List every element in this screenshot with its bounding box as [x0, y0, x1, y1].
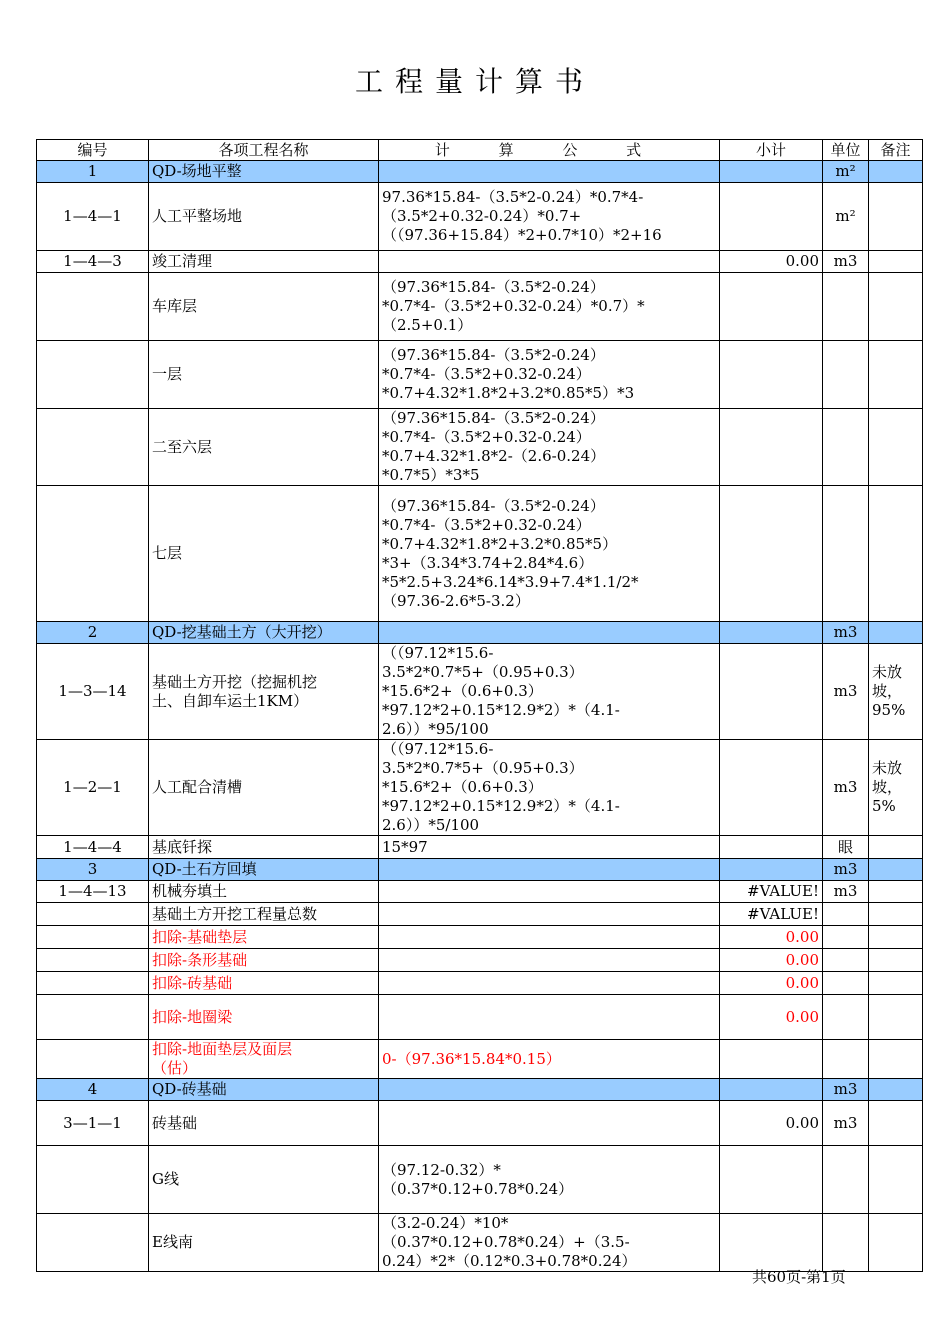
- cell-unit: m3: [823, 622, 869, 644]
- cell-subtotal: #VALUE!: [720, 903, 823, 926]
- cell-code: 1—4—13: [37, 881, 149, 903]
- cell-formula: 0-（97.36*15.84*0.15）: [379, 1040, 720, 1079]
- section-row: [37, 1079, 923, 1101]
- cell-unit: [823, 341, 869, 409]
- cell-formula: （97.36*15.84-（3.5*2-0.24） *0.7*4-（3.5*2+0.32-0.24） *0.7+4.32*1.8*2+3.2*0.85*5） *3+（3.34*3.74+2.84*4.6） *5*2.5+3.24*6.14*3.9+7.4*1.1/2* （97.36-2.6*5-3.2）: [379, 486, 720, 622]
- cell-formula: （（97.12*15.6- 3.5*2*0.7*5+（0.95+0.3） *15.6*2+（0.6+0.3） *97.12*2+0.15*12.9*2）*（4.1- 2.6））*95/100: [379, 644, 720, 740]
- header-name: 各项工程名称: [149, 140, 379, 161]
- cell-name: 人工平整场地: [149, 183, 379, 251]
- cell-note: [869, 949, 923, 972]
- cell-unit: [823, 972, 869, 995]
- cell-code: [37, 1040, 149, 1079]
- cell-note: [869, 409, 923, 486]
- cell-code: 1—2—1: [37, 740, 149, 836]
- cell-unit: m3: [823, 251, 869, 273]
- table-row: [37, 881, 923, 903]
- cell-subtotal: [720, 409, 823, 486]
- cell-name: 车库层: [149, 273, 379, 341]
- cell-note: [869, 622, 923, 644]
- cell-note: [869, 903, 923, 926]
- section-row: [37, 161, 923, 183]
- cell-unit: [823, 1214, 869, 1272]
- cell-formula: [379, 859, 720, 881]
- cell-unit: [823, 1040, 869, 1079]
- table-row: [37, 995, 923, 1040]
- cell-unit: m3: [823, 859, 869, 881]
- cell-note: [869, 251, 923, 273]
- cell-name: 七层: [149, 486, 379, 622]
- header-unit: 单位: [823, 140, 869, 161]
- page-footer: 共60页-第1页: [752, 1268, 846, 1286]
- cell-note: [869, 972, 923, 995]
- cell-unit: [823, 926, 869, 949]
- cell-formula: （（97.12*15.6- 3.5*2*0.7*5+（0.95+0.3） *15.6*2+（0.6+0.3） *97.12*2+0.15*12.9*2）*（4.1- 2.6））*5/100: [379, 740, 720, 836]
- cell-subtotal: 0.00: [720, 926, 823, 949]
- cell-subtotal: [720, 859, 823, 881]
- cell-unit: [823, 409, 869, 486]
- cell-code: [37, 1146, 149, 1214]
- cell-unit: m3: [823, 1079, 869, 1101]
- cell-name: 一层: [149, 341, 379, 409]
- cell-subtotal: [720, 1214, 823, 1272]
- cell-name: QD-挖基础土方（大开挖）: [149, 622, 379, 644]
- table-row: [37, 251, 923, 273]
- table-body: [37, 161, 923, 1272]
- cell-unit: m3: [823, 644, 869, 740]
- cell-formula: （97.12-0.32）* （0.37*0.12+0.78*0.24）: [379, 1146, 720, 1214]
- cell-formula: [379, 903, 720, 926]
- cell-note: [869, 341, 923, 409]
- cell-name: 基础土方开挖工程量总数: [149, 903, 379, 926]
- cell-note: [869, 183, 923, 251]
- cell-note: 未放 坡， 5%: [869, 740, 923, 836]
- table-row: [37, 1101, 923, 1146]
- cell-name: 二至六层: [149, 409, 379, 486]
- header-note: 备注: [869, 140, 923, 161]
- cell-note: [869, 836, 923, 859]
- cell-code: 3: [37, 859, 149, 881]
- cell-formula: [379, 881, 720, 903]
- cell-code: [37, 273, 149, 341]
- cell-name: QD-砖基础: [149, 1079, 379, 1101]
- cell-code: 1—4—4: [37, 836, 149, 859]
- cell-unit: [823, 1146, 869, 1214]
- cell-name: QD-土石方回填: [149, 859, 379, 881]
- cell-code: 1—3—14: [37, 644, 149, 740]
- cell-name: 基底钎探: [149, 836, 379, 859]
- cell-unit: [823, 949, 869, 972]
- cell-note: [869, 926, 923, 949]
- cell-unit: [823, 903, 869, 926]
- cell-unit: m²: [823, 183, 869, 251]
- table-row: [37, 903, 923, 926]
- cell-formula: （97.36*15.84-（3.5*2-0.24） *0.7*4-（3.5*2+0.32-0.24） *0.7+4.32*1.8*2-（2.6-0.24） *0.7*5）*3*5: [379, 409, 720, 486]
- cell-formula: （97.36*15.84-（3.5*2-0.24） *0.7*4-（3.5*2+0.32-0.24） *0.7+4.32*1.8*2+3.2*0.85*5）*3: [379, 341, 720, 409]
- cell-note: [869, 1101, 923, 1146]
- cell-subtotal: [720, 486, 823, 622]
- cell-subtotal: [720, 644, 823, 740]
- cell-formula: [379, 1079, 720, 1101]
- cell-formula: [379, 995, 720, 1040]
- cell-subtotal: [720, 273, 823, 341]
- cell-formula: [379, 926, 720, 949]
- cell-unit: [823, 486, 869, 622]
- cell-note: [869, 1146, 923, 1214]
- header-subtotal: 小计: [720, 140, 823, 161]
- cell-unit: [823, 273, 869, 341]
- table-row: [37, 972, 923, 995]
- cell-subtotal: 0.00: [720, 251, 823, 273]
- cell-subtotal: 0.00: [720, 949, 823, 972]
- table-row: [37, 836, 923, 859]
- table-row: [37, 949, 923, 972]
- cell-subtotal: [720, 1079, 823, 1101]
- cell-formula: （97.36*15.84-（3.5*2-0.24） *0.7*4-（3.5*2+0.32-0.24）*0.7）* （2.5+0.1）: [379, 273, 720, 341]
- cell-code: 1—4—3: [37, 251, 149, 273]
- cell-code: 1—4—1: [37, 183, 149, 251]
- cell-unit: m3: [823, 740, 869, 836]
- table-row: [37, 183, 923, 251]
- cell-code: 4: [37, 1079, 149, 1101]
- cell-code: [37, 926, 149, 949]
- section-row: [37, 622, 923, 644]
- cell-formula: 97.36*15.84-（3.5*2-0.24）*0.7*4- （3.5*2+0.32-0.24）*0.7+ （（97.36+15.84）*2+0.7*10）*2+16: [379, 183, 720, 251]
- cell-formula: （3.2-0.24）*10* （0.37*0.12+0.78*0.24）+（3.5- 0.24）*2*（0.12*0.3+0.78*0.24）: [379, 1214, 720, 1272]
- cell-unit: 眼: [823, 836, 869, 859]
- cell-unit: m3: [823, 1101, 869, 1146]
- cell-formula: [379, 1101, 720, 1146]
- cell-formula: [379, 972, 720, 995]
- cell-note: [869, 273, 923, 341]
- section-row: [37, 859, 923, 881]
- cell-name: 机械夯填土: [149, 881, 379, 903]
- cell-name: 扣除-地面垫层及面层 （估）: [149, 1040, 379, 1079]
- table-row: [37, 486, 923, 622]
- cell-name: 扣除-地圈梁: [149, 995, 379, 1040]
- cell-subtotal: [720, 161, 823, 183]
- cell-note: [869, 995, 923, 1040]
- header-row: [37, 140, 923, 161]
- cell-formula: [379, 161, 720, 183]
- calculation-table: [36, 139, 923, 1272]
- cell-subtotal: [720, 183, 823, 251]
- cell-unit: [823, 995, 869, 1040]
- table-row: [37, 1040, 923, 1079]
- cell-note: [869, 859, 923, 881]
- cell-name: 砖基础: [149, 1101, 379, 1146]
- cell-code: [37, 903, 149, 926]
- cell-code: [37, 486, 149, 622]
- cell-subtotal: [720, 1146, 823, 1214]
- cell-unit: m²: [823, 161, 869, 183]
- cell-subtotal: 0.00: [720, 995, 823, 1040]
- cell-note: [869, 881, 923, 903]
- cell-name: 扣除-砖基础: [149, 972, 379, 995]
- table-row: [37, 644, 923, 740]
- cell-unit: m3: [823, 881, 869, 903]
- table-row: [37, 273, 923, 341]
- cell-code: [37, 409, 149, 486]
- document-title: 工程量计算书: [354, 65, 595, 98]
- cell-code: [37, 995, 149, 1040]
- cell-formula: [379, 251, 720, 273]
- cell-note: [869, 161, 923, 183]
- cell-code: [37, 972, 149, 995]
- cell-subtotal: [720, 1040, 823, 1079]
- table-row: [37, 1146, 923, 1214]
- cell-subtotal: [720, 740, 823, 836]
- header-code: 编号: [37, 140, 149, 161]
- cell-note: [869, 1214, 923, 1272]
- cell-note: [869, 1079, 923, 1101]
- cell-name: QD-场地平整: [149, 161, 379, 183]
- cell-name: 扣除-条形基础: [149, 949, 379, 972]
- table-row: [37, 926, 923, 949]
- cell-name: 扣除-基础垫层: [149, 926, 379, 949]
- cell-code: 1: [37, 161, 149, 183]
- cell-code: [37, 341, 149, 409]
- cell-name: E线南: [149, 1214, 379, 1272]
- cell-code: [37, 949, 149, 972]
- table-row: [37, 1214, 923, 1272]
- cell-code: 2: [37, 622, 149, 644]
- cell-note: 未放 坡， 95%: [869, 644, 923, 740]
- cell-subtotal: #VALUE!: [720, 881, 823, 903]
- cell-formula: [379, 622, 720, 644]
- cell-note: [869, 486, 923, 622]
- cell-subtotal: 0.00: [720, 972, 823, 995]
- cell-subtotal: [720, 622, 823, 644]
- cell-name: 基础土方开挖（挖掘机挖 土、自卸车运土1KM）: [149, 644, 379, 740]
- cell-formula: 15*97: [379, 836, 720, 859]
- cell-note: [869, 1040, 923, 1079]
- cell-subtotal: [720, 836, 823, 859]
- cell-name: 人工配合清槽: [149, 740, 379, 836]
- table-row: [37, 341, 923, 409]
- cell-code: [37, 1214, 149, 1272]
- cell-name: 竣工清理: [149, 251, 379, 273]
- cell-code: 3—1—1: [37, 1101, 149, 1146]
- cell-subtotal: [720, 341, 823, 409]
- cell-subtotal: 0.00: [720, 1101, 823, 1146]
- header-formula: 计 算 公 式: [379, 140, 720, 161]
- table-row: [37, 740, 923, 836]
- table-row: [37, 409, 923, 486]
- cell-name: G线: [149, 1146, 379, 1214]
- cell-formula: [379, 949, 720, 972]
